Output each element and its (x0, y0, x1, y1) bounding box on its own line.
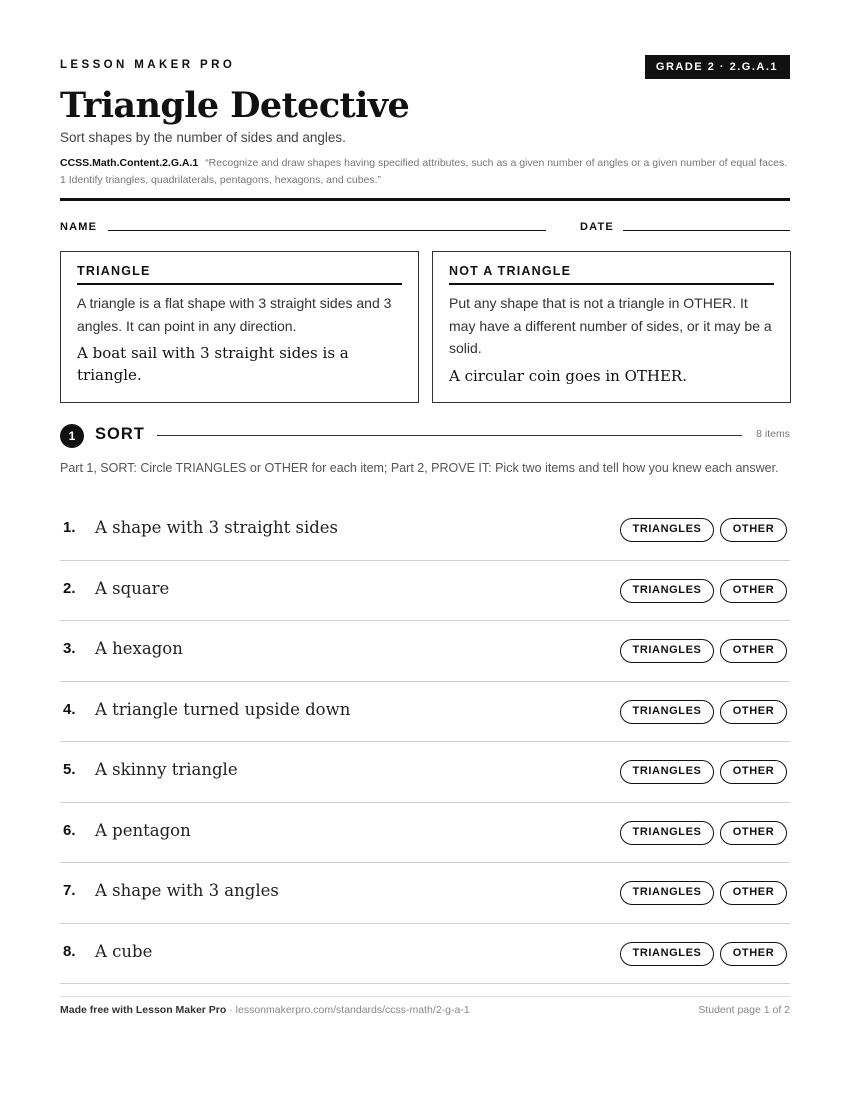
item-text: A shape with 3 straight sides (95, 518, 339, 537)
definition-heading: NOT A TRIANGLE (449, 264, 774, 285)
sort-item (60, 924, 790, 985)
definition-heading: TRIANGLE (77, 264, 402, 285)
standard-description (60, 155, 790, 188)
triangles-choice[interactable]: TRIANGLES (620, 518, 714, 542)
choice-group (620, 579, 787, 603)
other-choice[interactable]: OTHER (720, 821, 787, 845)
other-choice[interactable]: OTHER (720, 942, 787, 966)
definition-example: A boat sail with 3 straight sides is a triangle. (77, 344, 349, 384)
name-label: NAME (60, 221, 98, 233)
footer-divider (60, 996, 790, 997)
sort-item (60, 742, 790, 803)
triangles-choice[interactable]: TRIANGLES (620, 639, 714, 663)
standard-code: CCSS.Math.Content.2.G.A.1 (60, 157, 199, 169)
item-text: A hexagon (95, 639, 183, 658)
other-choice[interactable]: OTHER (720, 579, 787, 603)
definition-box-triangle (60, 251, 419, 403)
triangles-choice[interactable]: TRIANGLES (620, 760, 714, 784)
sort-item (60, 561, 790, 622)
item-number: 2. (63, 579, 76, 597)
grade-badge: GRADE 2 · 2.G.A.1 (645, 55, 790, 79)
definition-text: A triangle is a flat shape with 3 straight sides and 3 angles. It can point in any direction. (77, 295, 392, 334)
page-title: Triangle Detective (60, 85, 410, 126)
choice-group (620, 639, 787, 663)
item-number: 1. (63, 519, 76, 536)
sort-item-list (60, 500, 790, 984)
section-header (60, 424, 790, 449)
top-bar (60, 55, 790, 79)
choice-group (620, 881, 787, 905)
item-number: 6. (63, 821, 76, 839)
other-choice[interactable]: OTHER (720, 639, 787, 663)
triangles-choice[interactable]: TRIANGLES (620, 942, 714, 966)
definition-example: A circular coin goes in OTHER. (449, 366, 687, 385)
other-choice[interactable]: OTHER (720, 881, 787, 905)
item-text: A skinny triangle (95, 760, 238, 779)
triangles-choice[interactable]: TRIANGLES (620, 881, 714, 905)
standard-text: “Recognize and draw shapes having specified attributes, such as a given number of angles or a given number of equal faces. 1 Identify triangles, quadrilaterals, pentagons, hexagons, and cubes.” (60, 157, 788, 186)
triangles-choice[interactable]: TRIANGLES (620, 700, 714, 724)
definition-box-not-triangle (432, 251, 791, 403)
other-choice[interactable]: OTHER (720, 700, 787, 724)
name-line[interactable] (108, 230, 546, 231)
sort-item (60, 621, 790, 682)
other-choice[interactable]: OTHER (720, 518, 787, 542)
section-divider (157, 435, 742, 436)
section-number-badge: 1 (60, 424, 84, 448)
page-indicator: Student page 1 of 2 (698, 1004, 790, 1016)
item-number: 5. (63, 761, 76, 778)
choice-group (620, 942, 787, 966)
footer-url[interactable]: lessonmakerpro.com/standards/ccss-math/2-g-a-1 (235, 1004, 470, 1016)
sort-item (60, 803, 790, 864)
item-text: A triangle turned upside down (95, 699, 351, 719)
sort-item (60, 863, 790, 924)
footer-credit (60, 1004, 470, 1016)
date-line[interactable] (623, 230, 790, 231)
definition-text: Put any shape that is not a triangle in OTHER. It may have a different number of sides, or it may be a solid. (449, 295, 772, 356)
footer-made-with: Made free with Lesson Maker Pro (60, 1004, 227, 1016)
item-text: A pentagon (95, 820, 191, 840)
item-text: A cube (95, 941, 153, 961)
choice-group (620, 821, 787, 845)
brand-name: LESSON MAKER PRO (60, 59, 236, 71)
item-count: 8 items (756, 428, 790, 440)
instructions: Part 1, SORT: Circle TRIANGLES or OTHER for each item; Part 2, PROVE IT: Pick two items and tell how you knew each answer. (60, 461, 779, 475)
other-choice[interactable]: OTHER (720, 760, 787, 784)
item-number: 7. (63, 882, 76, 899)
section-title: SORT (95, 425, 145, 443)
item-number: 8. (63, 942, 76, 960)
item-number: 4. (63, 700, 76, 718)
header-divider (60, 198, 790, 201)
triangles-choice[interactable]: TRIANGLES (620, 579, 714, 603)
choice-group (620, 518, 787, 542)
item-text: A shape with 3 angles (95, 881, 279, 900)
item-text: A square (95, 578, 170, 598)
name-date-row (60, 219, 790, 239)
page-subtitle: Sort shapes by the number of sides and angles. (60, 130, 346, 145)
choice-group (620, 760, 787, 784)
item-number: 3. (63, 640, 76, 657)
footer-separator: · (226, 1004, 236, 1016)
sort-item (60, 682, 790, 743)
triangles-choice[interactable]: TRIANGLES (620, 821, 714, 845)
sort-item (60, 500, 790, 561)
date-label: DATE (580, 221, 614, 233)
choice-group (620, 700, 787, 724)
